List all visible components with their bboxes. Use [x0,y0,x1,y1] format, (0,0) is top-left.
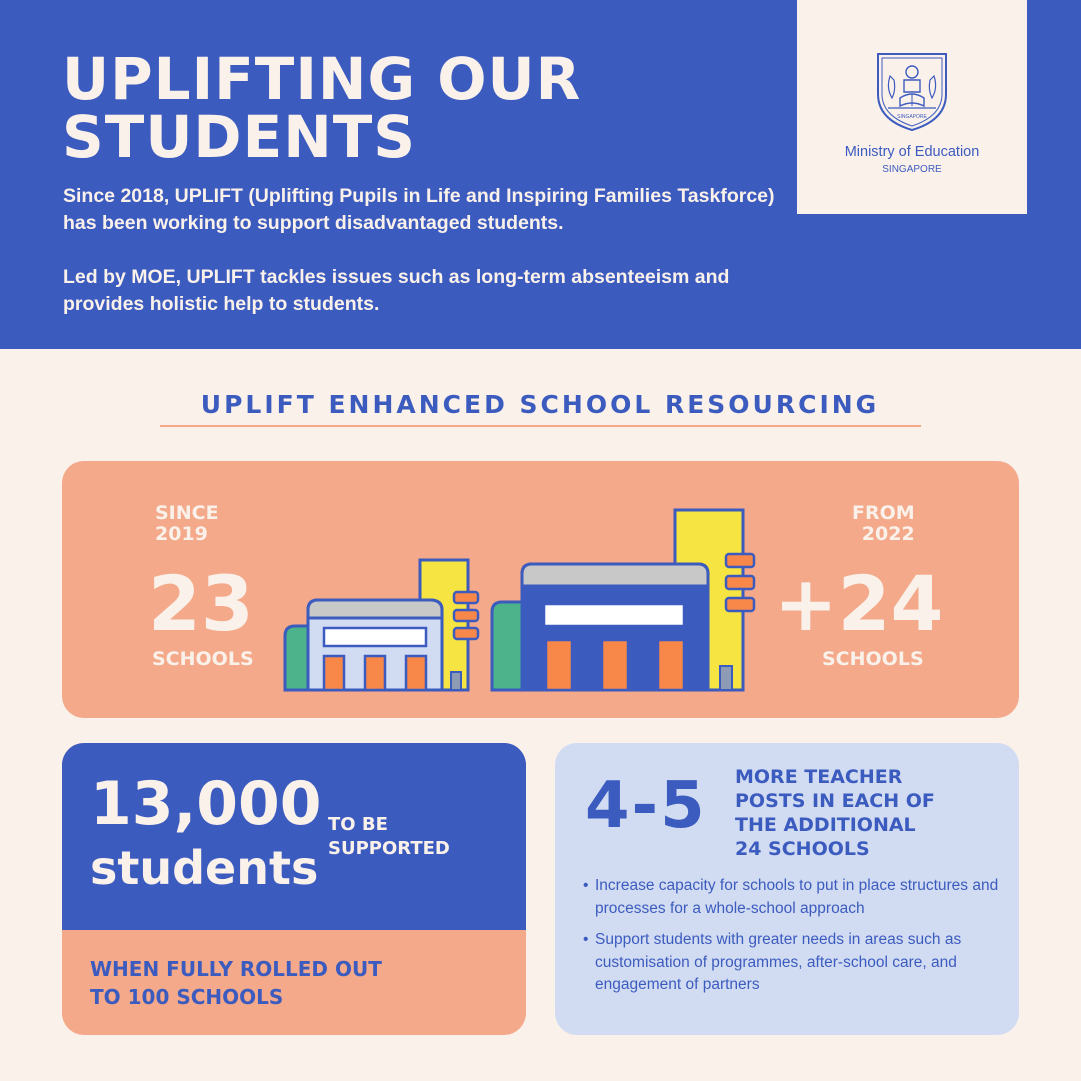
intro-paragraph-1: Since 2018, UPLIFT (Uplifting Pupils in Life and Inspiring Families Taskforce) has been working to support disadvantaged students. [63,185,775,234]
moe-logo [797,0,1027,214]
rollout-note [90,955,382,1011]
headline-line-1: MORE TEACHER [735,766,903,788]
students-card-top [62,743,526,930]
students-card [62,743,526,1035]
moe-crest-icon [874,50,950,132]
since-label [155,503,219,545]
initial-school-unit: SCHOOLS [152,648,254,670]
crest-text: SINGAPORE [897,114,927,120]
headline-line-2: POSTS IN EACH OF [735,790,935,812]
intro-text [63,183,783,318]
student-count: 13,000 [90,769,322,839]
from-year: 2022 [861,523,915,545]
teacher-benefits-list [583,875,1003,997]
supported-label [328,813,450,861]
page-title [62,45,582,171]
student-unit: students [90,841,319,895]
rollout-line-1: WHEN FULLY ROLLED OUT [90,957,382,981]
section-title: UPLIFT ENHANCED SCHOOL RESOURCING [200,390,880,419]
title-line-1: UPLIFTING OUR [62,45,582,113]
teacher-post-range: 4-5 [585,769,707,843]
title-line-2: STUDENTS [62,103,417,171]
section-divider [160,425,921,427]
supported-line-2: SUPPORTED [328,838,450,859]
supported-line-1: TO BE [328,814,388,835]
headline-line-3: THE ADDITIONAL [735,814,916,836]
additional-school-unit: SCHOOLS [822,648,924,670]
list-item: • Increase capacity for schools to put in place structures and processes for a whole-school approach [583,875,1003,920]
rollout-line-2: TO 100 SCHOOLS [90,985,284,1009]
from-label [852,503,915,545]
school-buildings-illustration [280,506,780,692]
logo-name: Ministry of Education [844,144,980,160]
small-school-icon [285,560,478,690]
additional-school-count: +24 [774,559,944,648]
large-school-icon [492,510,754,690]
list-item: • Support students with greater needs in areas such as customisation of programmes, after-school care, and engagement of partners [583,929,1003,997]
intro-paragraph-2: Led by MOE, UPLIFT tackles issues such as long-term absenteeism and provides holistic help to students. [63,266,730,315]
since-word: SINCE [155,502,219,524]
headline-line-4: 24 SCHOOLS [735,838,870,860]
teachers-card [555,743,1019,1035]
since-year: 2019 [155,523,208,545]
teacher-posts-headline [735,765,1005,861]
from-word: FROM [852,502,915,524]
logo-country: SINGAPORE [882,164,942,175]
initial-school-count: 23 [148,559,254,648]
